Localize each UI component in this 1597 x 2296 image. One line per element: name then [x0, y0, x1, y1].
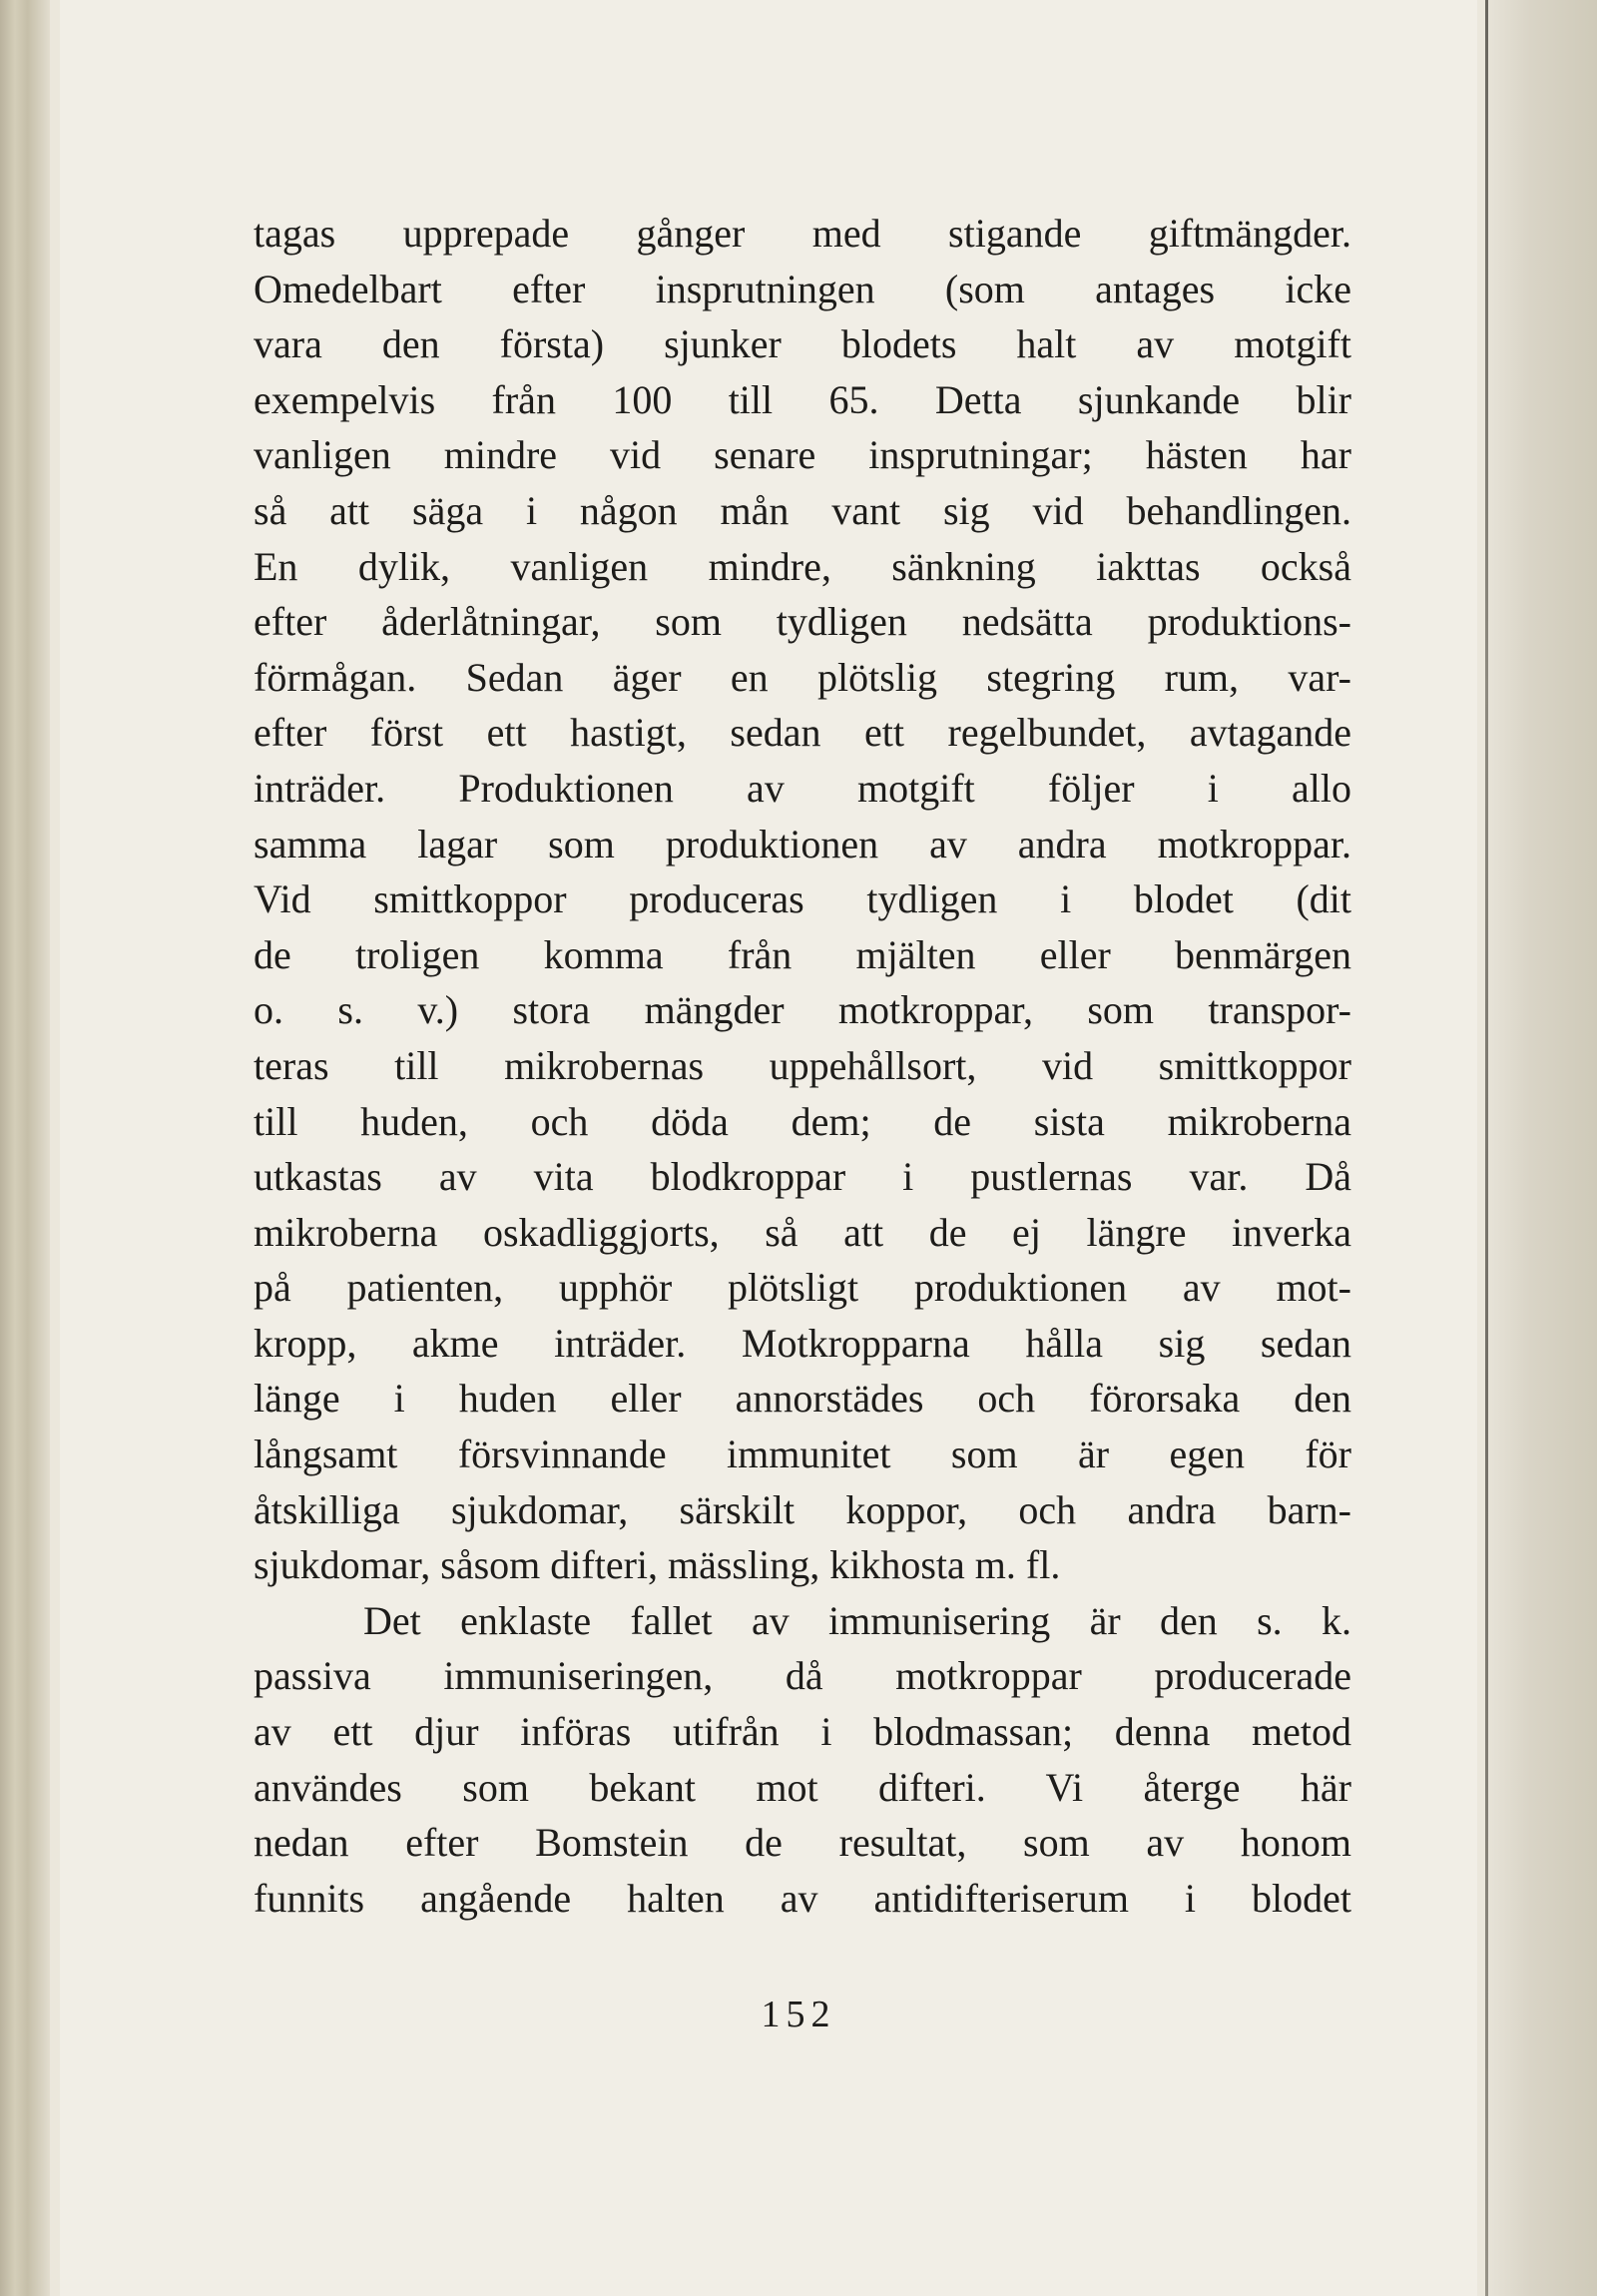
- text-line: vanligen mindre vid senare insprutningar; hästen har: [254, 432, 1351, 478]
- text-line: åtskilliga sjukdomar, särskilt koppor, och andra barn-: [254, 1486, 1351, 1532]
- text-line: vara den första) sjunker blodets halt av motgift: [254, 321, 1351, 367]
- text-line: sjukdomar, såsom difteri, mässling, kikhosta m. fl.: [254, 1542, 1061, 1588]
- text-line: av ett djur införas utifrån i blodmassan; denna metod: [254, 1709, 1351, 1755]
- text-line: de troligen komma från mjälten eller benmärgen: [254, 931, 1351, 977]
- text-line: mikroberna oskadliggjorts, så att de ej längre inverka: [254, 1209, 1351, 1255]
- body-text: [254, 206, 1351, 1926]
- text-line: efter först ett hastigt, sedan ett regelbundet, avtagande: [254, 710, 1351, 756]
- text-line: nedan efter Bomstein de resultat, som av honom: [254, 1820, 1351, 1866]
- text-line: länge i huden eller annorstädes och förorsaka den: [254, 1376, 1351, 1422]
- paragraph: [254, 1593, 1351, 1927]
- text-line: användes som bekant mot difteri. Vi återge här: [254, 1764, 1351, 1810]
- page-number: 152: [761, 1994, 836, 2035]
- text-line: Vid smittkoppor produceras tydligen i blodet (dit: [254, 876, 1351, 922]
- text-line: En dylik, vanligen mindre, sänkning iakttas också: [254, 543, 1351, 589]
- text-line: förmågan. Sedan äger en plötslig stegring rum, var-: [254, 654, 1351, 700]
- text-line: exempelvis från 100 till 65. Detta sjunkande blir: [254, 376, 1351, 422]
- text-line: kropp, akme inträder. Motkropparna hålla sig sedan: [254, 1320, 1351, 1366]
- text-line: långsamt försvinnande immunitet som är egen för: [254, 1432, 1351, 1477]
- text-line: så att säga i någon mån vant sig vid behandlingen.: [254, 487, 1351, 533]
- book-binding-left: [0, 0, 50, 2296]
- page-edge-shadow: [1485, 0, 1488, 2296]
- text-line: Omedelbart efter insprutningen (som antages icke: [254, 266, 1351, 311]
- text-line: samma lagar som produktionen av andra motkroppar.: [254, 821, 1351, 866]
- text-line: efter åderlåtningar, som tydligen nedsätta produktions-: [254, 599, 1351, 645]
- text-line: passiva immuniseringen, då motkroppar producerade: [254, 1653, 1351, 1699]
- text-line: till huden, och döda dem; de sista mikroberna: [254, 1098, 1351, 1144]
- text-line: tagas upprepade gånger med stigande giftmängder.: [254, 211, 1351, 256]
- text-line: utkastas av vita blodkroppar i pustlernas var. Då: [254, 1154, 1351, 1200]
- text-line: på patienten, upphör plötsligt produktionen av mot-: [254, 1265, 1351, 1311]
- book-edge-right: [1487, 0, 1597, 2296]
- text-line: Det enklaste fallet av immunisering är den s. k.: [363, 1597, 1351, 1643]
- paragraph: [254, 206, 1351, 1593]
- text-line: teras till mikrobernas uppehållsort, vid smittkoppor: [254, 1042, 1351, 1088]
- text-line: funnits angående halten av antidifteriserum i blodet: [254, 1875, 1351, 1921]
- text-line: o. s. v.) stora mängder motkroppar, som transpor-: [254, 987, 1351, 1033]
- text-line: inträder. Produktionen av motgift följer i allo: [254, 765, 1351, 811]
